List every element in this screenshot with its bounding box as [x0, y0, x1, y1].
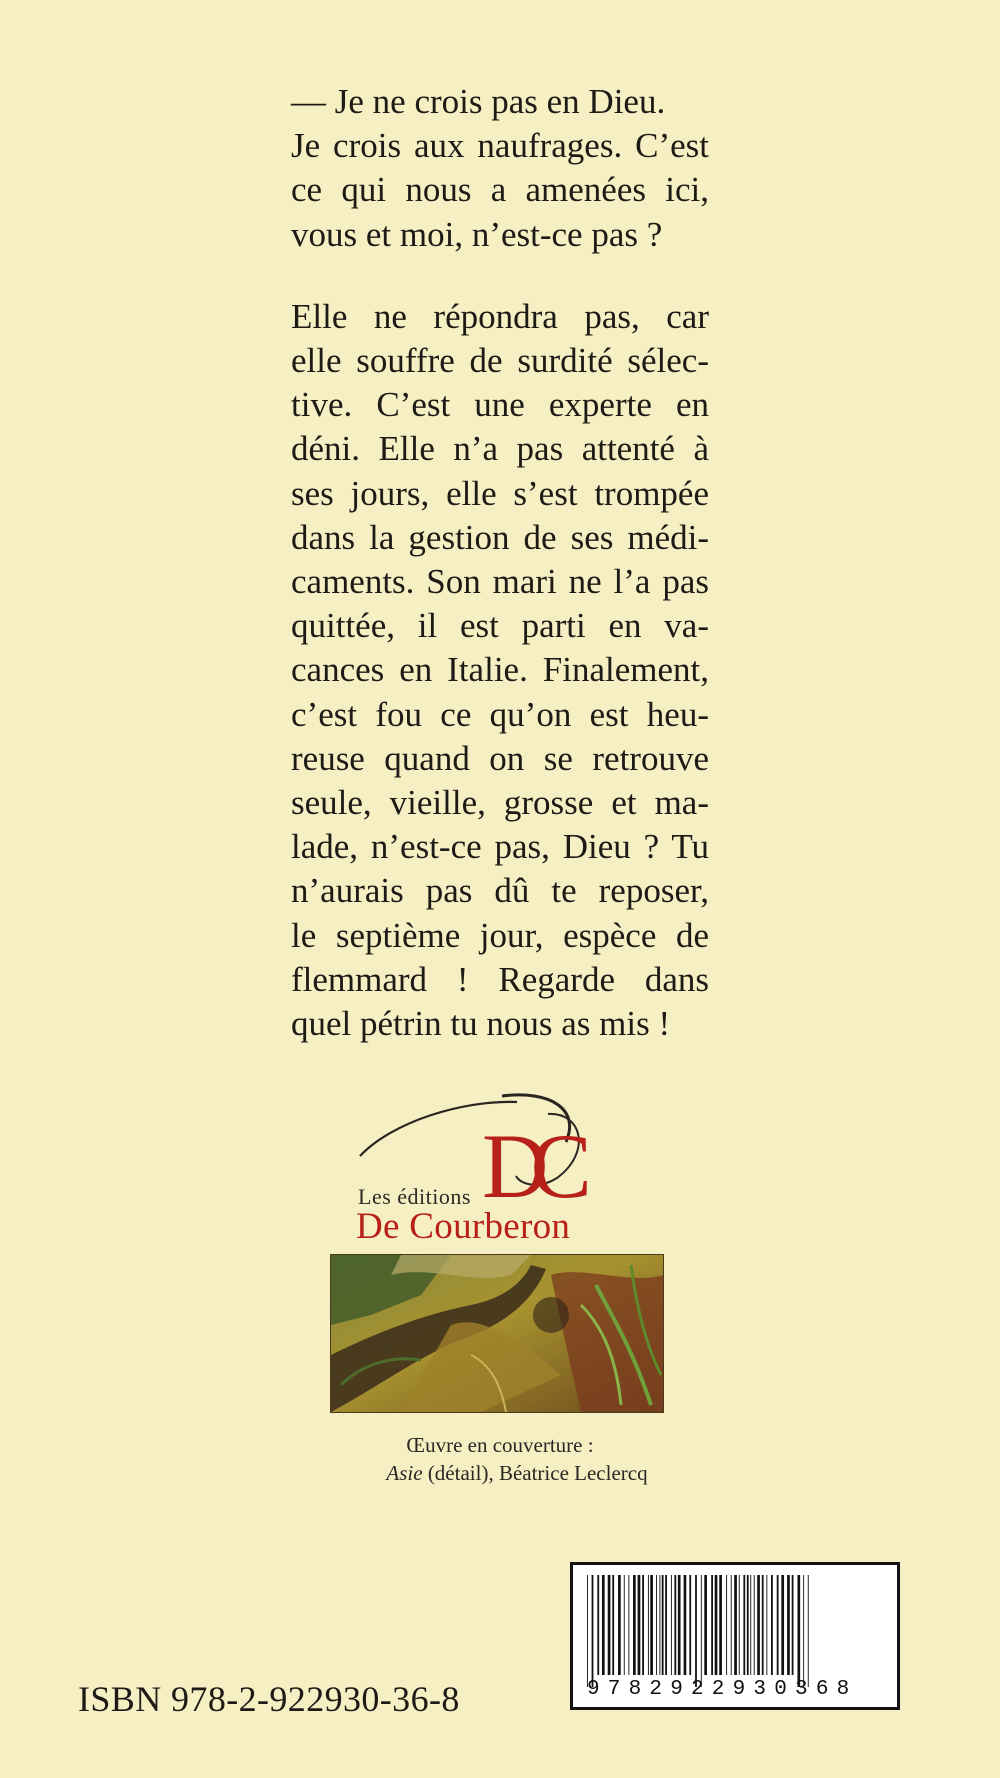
barcode-bar [757, 1575, 760, 1675]
text-line: ses jours, elle s’est trompée [291, 473, 709, 513]
barcode-bar [743, 1575, 745, 1675]
barcode-bar [766, 1575, 767, 1675]
barcode-bar [665, 1575, 667, 1675]
barcode-bar [608, 1575, 611, 1675]
barcode-bar [648, 1575, 649, 1675]
barcode-bar [602, 1575, 605, 1675]
barcode-bar [747, 1575, 749, 1675]
paragraph-2 [291, 295, 709, 1046]
barcode-bar [678, 1575, 681, 1675]
text-line: cances en Italie. Finalement, [291, 650, 709, 690]
text-line: ce qui nous a amenées ici, [291, 170, 709, 210]
barcode-bar [792, 1575, 794, 1675]
barcode-bar [739, 1575, 740, 1675]
barcode-bar [762, 1575, 764, 1675]
barcode-bar [750, 1575, 751, 1675]
text-line: dans la gestion de ses médi- [291, 517, 709, 557]
barcode-bar [624, 1575, 625, 1675]
logo-line-publisher: De Courberon [356, 1206, 571, 1247]
barcode-bar [808, 1575, 809, 1687]
barcode-bar [689, 1575, 691, 1675]
barcode-bar [781, 1575, 784, 1675]
back-cover-text [291, 80, 709, 1046]
barcode-bar [659, 1575, 660, 1675]
text-line: flemmard ! Regarde dans [291, 959, 709, 999]
barcode-bar [731, 1575, 732, 1675]
isbn-barcode [570, 1562, 900, 1710]
text-line: — Je ne crois pas en Dieu. [291, 82, 666, 121]
barcode-bar [803, 1575, 804, 1687]
barcode-bar [642, 1575, 644, 1675]
barcode-bar [587, 1575, 588, 1687]
text-line: reuse quand on se retrouve [291, 738, 709, 778]
cover-artwork-image [330, 1254, 664, 1413]
barcode-bar [704, 1575, 707, 1675]
barcode-bar [701, 1575, 702, 1687]
text-line: Elle ne répondra pas, car [291, 296, 709, 336]
barcode-bar [671, 1575, 672, 1675]
barcode-bar [597, 1575, 599, 1675]
barcode-bar [771, 1575, 773, 1675]
text-line: seule, vieille, grosse et ma- [291, 783, 709, 823]
barcode-bar [633, 1575, 636, 1675]
text-line: n’aurais pas dû te reposer, [291, 871, 709, 911]
publisher-logo [352, 1092, 642, 1247]
artwork-caption [0, 1431, 1000, 1487]
logo-line-editions: Les éditions [358, 1184, 471, 1209]
text-line: elle souffre de surdité sélec- [291, 341, 709, 381]
caption-line-1: Œuvre en couverture : [406, 1433, 594, 1457]
artwork-title: Asie [386, 1461, 423, 1485]
text-line: quittée, il est parti en va- [291, 606, 709, 646]
text-line: Je crois aux naufrages. C’est [291, 126, 709, 166]
barcode-bar [715, 1575, 718, 1675]
paragraph-1 [291, 80, 709, 257]
artwork-credit: (détail), Béatrice Leclercq [422, 1461, 648, 1485]
barcode-bar [711, 1575, 713, 1675]
barcode-bar [754, 1575, 755, 1675]
barcode-bar [628, 1575, 629, 1675]
text-line: quel pétrin tu nous as mis ! [291, 1004, 671, 1044]
barcode-bar [726, 1575, 727, 1675]
text-line: c’est fou ce qu’on est heu- [291, 694, 709, 734]
barcode-bar [612, 1575, 614, 1675]
barcode-bar [797, 1575, 800, 1687]
text-line: caments. Son mari ne l’a pas [291, 562, 709, 602]
barcode-bar [662, 1575, 664, 1675]
barcode-bar [734, 1575, 737, 1675]
logo-monogram: DC [482, 1115, 574, 1217]
barcode-bar [674, 1575, 676, 1675]
text-line: vous et moi, n’est-ce pas ? [291, 214, 663, 254]
barcode-bar [592, 1575, 594, 1687]
barcode-bar [638, 1575, 641, 1675]
barcode-bar [684, 1575, 687, 1675]
barcode-bar [650, 1575, 653, 1675]
text-line: tive. C’est une experte en [291, 385, 709, 425]
barcode-bar [695, 1575, 697, 1687]
barcode-digits: 9782922930368 [587, 1678, 858, 1701]
barcode-bar [787, 1575, 790, 1675]
painting-image [331, 1255, 663, 1412]
text-line: le septième jour, espèce de [291, 915, 709, 955]
barcode-bar [656, 1575, 657, 1675]
barcode-bar [719, 1575, 722, 1675]
barcode-bar [618, 1575, 621, 1675]
barcode-bar [777, 1575, 779, 1675]
caption-line-2 [0, 1459, 1000, 1487]
text-line: déni. Elle n’a pas attenté à [291, 429, 709, 469]
text-line: lade, n’est-ce pas, Dieu ? Tu [291, 827, 709, 867]
isbn-number: ISBN 978-2-922930-36-8 [78, 1679, 460, 1719]
